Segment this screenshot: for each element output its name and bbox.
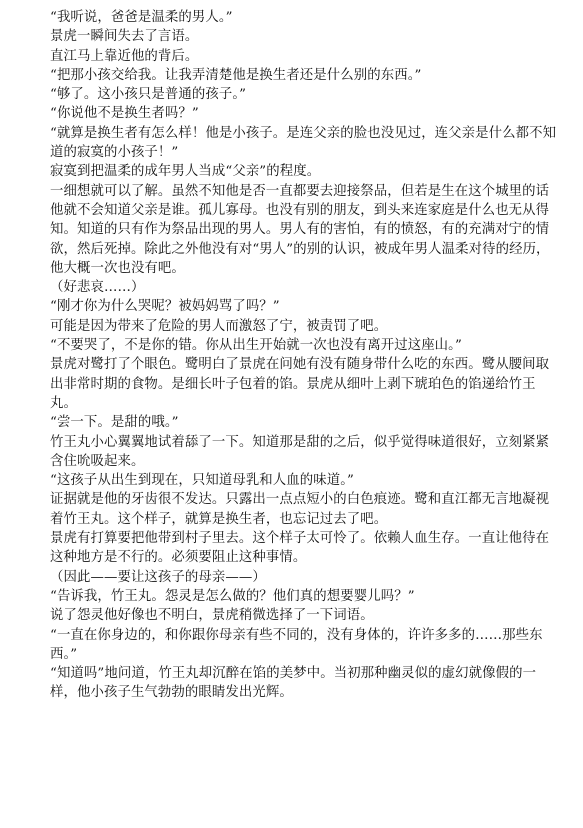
paragraph: “一直在你身边的，和你跟你母亲有些不同的，没有身体的，许许多多的……那些东西。” [50, 627, 543, 662]
paragraph: 景虎一瞬间失去了言语。 [50, 29, 199, 45]
paragraph: （因此——要让这孩子的母亲——） [50, 569, 266, 585]
paragraph: “知道吗”地问道，竹王丸却沉醉在馅的美梦中。当初那种幽灵似的虚幻就像假的一样，他小孩子生气勃勃的眼睛发出光辉。 [50, 666, 537, 701]
paragraph: 景虎有打算要把他带到村子里去。这个样子太可怜了。依赖人血生存。一直让他待在这种地方是不行的。必须要阻止这种事情。 [50, 531, 550, 566]
paragraph: （好悲哀……） [50, 280, 145, 296]
paragraph: “够了。这小孩只是普通的孩子。” [50, 87, 247, 103]
paragraph: 说了怨灵他好像也不明白，景虎稍微选择了一下词语。 [50, 608, 374, 624]
paragraph: “尝一下。是甜的哦。” [50, 415, 179, 431]
paragraph: “你说他不是换生者吗？” [50, 106, 199, 122]
paragraph: “刚才你为什么哭呢？被妈妈骂了吗？” [50, 299, 280, 315]
paragraph: 直江马上靠近他的背后。 [50, 48, 199, 64]
paragraph: 证据就是他的牙齿很不发达。只露出一点点短小的白色痕迹。鹭和直江都无言地凝视着竹王丸。这个样子，就算是换生者，也忘记过去了吧。 [50, 492, 550, 527]
paragraph: “不要哭了，不是你的错。你从出生开始就一次也没有离开过这座山。” [50, 338, 462, 354]
paragraph: 竹王丸小心翼翼地试着舔了一下。知道那是甜的之后，似乎觉得味道很好，立刻紧紧含住吮吸起来。 [50, 434, 550, 469]
paragraph: 景虎对鹭打了个眼色。鹭明白了景虎在问她有没有随身带什么吃的东西。鹭从腰间取出非常时期的食物。是细长叶子包着的馅。景虎从细叶上剥下琥珀色的馅递给竹王丸。 [50, 357, 550, 411]
paragraph: “我听说，爸爸是温柔的男人。” [50, 10, 233, 25]
paragraph: 一细想就可以了解。虽然不知他是否一直都要去迎接祭品，但若是生在这个城里的话他就不会知道父亲是谁。孤儿寡母。也没有别的朋友，到头来连家庭是什么也无从得知。知道的只有作为祭品出现的男人。男人有的害怕，有的愤怒，有的充满对宁的情欲，然后死掉。除此之外他没有对“男人”的别的认识，被成年男人温柔对待的经历，他大概一次也没有吧。 [50, 183, 550, 276]
paragraph: “就算是换生者有怎么样！他是小孩子。是连父亲的脸也没见过，连父亲是什么都不知道的寂寞的小孩子！” [50, 125, 557, 161]
paragraph: “这孩子从出生到现在，只知道母乳和人血的味道。” [50, 473, 354, 489]
paragraph: “告诉我，竹王丸。怨灵是怎么做的？他们真的想要婴儿吗？” [50, 588, 415, 604]
paragraph: “把那小孩交给我。让我弄清楚他是换生者还是什么别的东西。” [50, 67, 422, 83]
paragraph: 可能是因为带来了危险的男人而激怒了宁，被责罚了吧。 [50, 318, 388, 334]
paragraph: 寂寞到把温柔的成年男人当成“父亲”的程度。 [50, 164, 321, 180]
